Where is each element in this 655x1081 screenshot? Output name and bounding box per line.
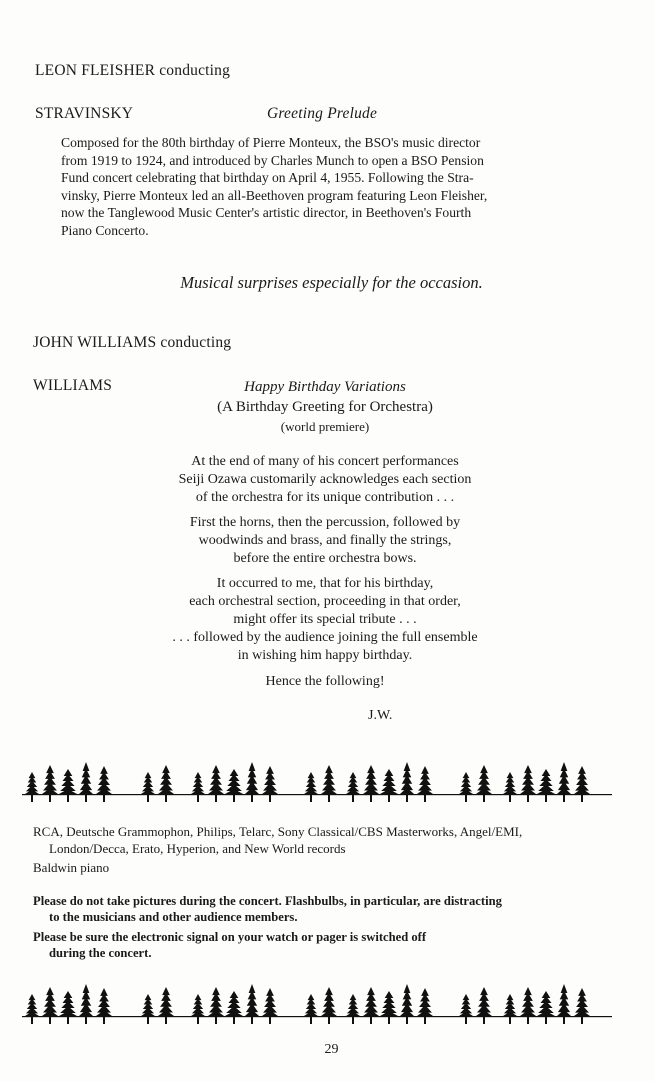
- williams-premiere-note: (world premiere): [280, 419, 370, 434]
- pine-tree-cluster: [459, 765, 492, 802]
- williams-work-title: Happy Birthday Variations: [244, 379, 406, 395]
- poem-line: . . . followed by the audience joining the full ensemble: [172, 630, 478, 645]
- poem-line: First the horns, then the percussion, followed by: [189, 515, 461, 530]
- poem-stanza-1: [120, 453, 530, 507]
- note-line: Fund concert celebrating that birthday on April 4, 1955. Following the Stra-: [61, 170, 474, 185]
- pine-tree-cluster: [25, 984, 112, 1024]
- williams-work-subtitle: (A Birthday Greeting for Orchestra): [217, 399, 433, 415]
- poem-stanza-3: [110, 575, 540, 665]
- pine-tree-cluster: [304, 987, 337, 1024]
- note-line: Composed for the 80th birthday of Pierre Monteux, the BSO's music director: [61, 135, 481, 150]
- poem-line: might offer its special tribute . . .: [233, 612, 417, 627]
- poem-line: Seiji Ozawa customarily acknowledges each section: [178, 472, 472, 487]
- pine-tree-cluster: [304, 765, 337, 802]
- record-labels: [33, 823, 522, 857]
- photo-notice: [33, 893, 502, 925]
- pine-tree-cluster: [25, 762, 112, 802]
- williams-work-block: [160, 377, 490, 437]
- fleisher-work-title: Greeting Prelude: [267, 105, 378, 122]
- pine-tree-cluster: [346, 762, 433, 802]
- tree-border-ground-line: [22, 1016, 612, 1017]
- photo-notice-line-2: to the musicians and other audience members.: [49, 910, 298, 924]
- baldwin-piano-credit: Baldwin piano: [33, 860, 110, 875]
- poem-line: each orchestral section, proceeding in that order,: [189, 594, 461, 609]
- note-line: from 1919 to 1924, and introduced by Charles Munch to open a BSO Pension: [61, 152, 484, 168]
- poem-line: of the orchestra for its unique contribution . . .: [195, 490, 455, 505]
- williams-composer: WILLIAMS: [33, 377, 113, 394]
- note-line: now the Tanglewood Music Center's artistic director, in Beethoven's Fourth: [61, 205, 472, 220]
- pine-tree-cluster: [346, 984, 433, 1024]
- poem-line: At the end of many of his concert performances: [191, 454, 459, 469]
- fleisher-conductor-heading: LEON FLEISHER conducting: [35, 62, 231, 79]
- record-labels-line-2: London/Decca, Erato, Hyperion, and New World records: [49, 841, 346, 856]
- composer-signature: J.W.: [368, 708, 393, 723]
- record-labels-line-1: RCA, Deutsche Grammophon, Philips, Telarc, Sony Classical/CBS Masterworks, Angel/EMI,: [33, 824, 523, 839]
- pine-tree-cluster: [141, 987, 174, 1024]
- pine-tree-border-bottom: [22, 980, 612, 1024]
- pine-tree-cluster: [503, 762, 590, 802]
- poem-line: in wishing him happy birthday.: [237, 648, 413, 663]
- pine-tree-cluster: [191, 762, 278, 802]
- poem-line: It occurred to me, that for his birthday,: [216, 576, 434, 591]
- pine-tree-cluster: [459, 987, 492, 1024]
- note-line: vinsky, Pierre Monteux led an all-Beethoven program featuring Leon Fleisher,: [61, 187, 488, 203]
- note-line: Piano Concerto.: [61, 222, 149, 238]
- fleisher-program-note: [61, 134, 487, 239]
- pine-tree-cluster: [141, 765, 174, 802]
- signal-notice-line-2: during the concert.: [49, 946, 152, 960]
- poem-line: before the entire orchestra bows.: [233, 551, 417, 566]
- fleisher-composer: STRAVINSKY: [35, 105, 134, 122]
- tree-border-ground-line: [22, 794, 612, 795]
- signal-notice-line-1: Please be sure the electronic signal on your watch or pager is switched off: [33, 930, 427, 944]
- page-number: 29: [324, 1042, 339, 1057]
- musical-surprises-line: Musical surprises especially for the occasion.: [180, 273, 483, 292]
- signal-notice: [33, 929, 426, 961]
- hence-line: Hence the following!: [265, 674, 385, 689]
- poem-line: woodwinds and brass, and finally the strings,: [198, 533, 452, 548]
- photo-notice-line-1: Please do not take pictures during the concert. Flashbulbs, in particular, are distracting: [33, 894, 502, 908]
- poem-stanza-2: [120, 514, 530, 568]
- pine-tree-cluster: [191, 984, 278, 1024]
- williams-conductor-heading: JOHN WILLIAMS conducting: [33, 334, 232, 351]
- pine-tree-cluster: [503, 984, 590, 1024]
- pine-tree-border-top: [22, 758, 612, 802]
